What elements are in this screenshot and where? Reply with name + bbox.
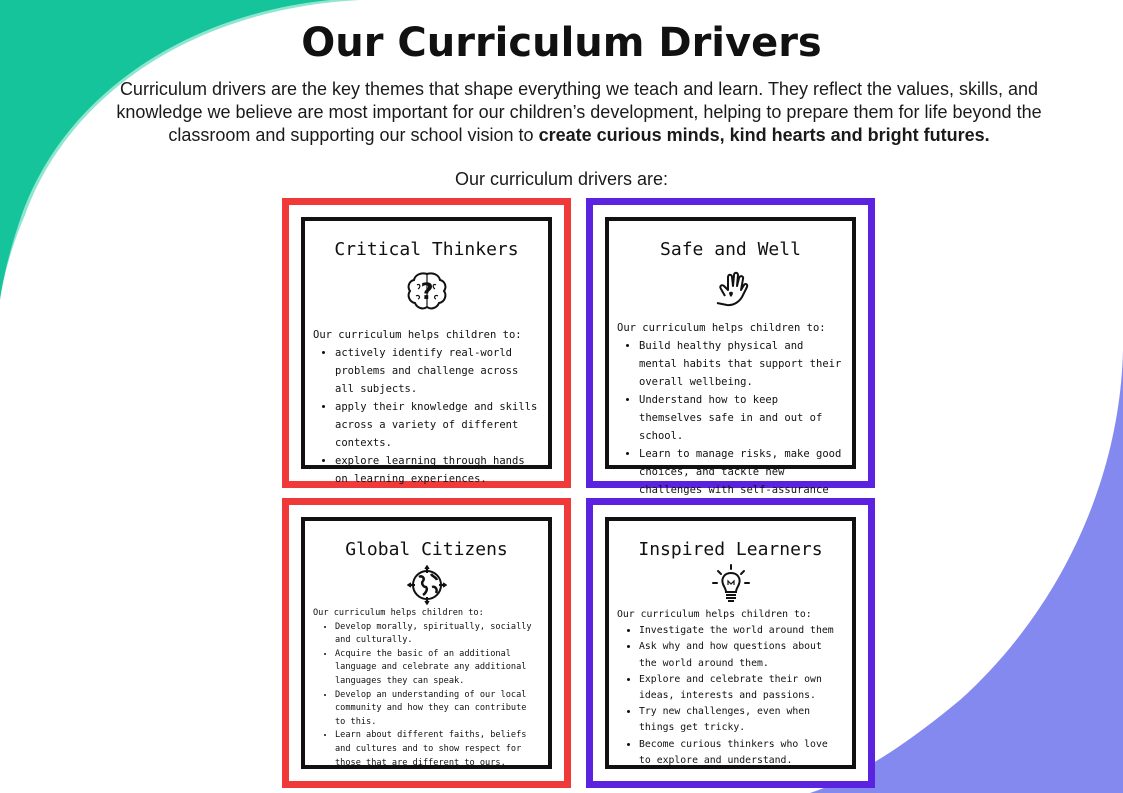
list-item: • actively identify real-world problems and challenge across all subjects. [335,344,540,398]
card-body [313,326,540,488]
card-title: Global Citizens [345,539,508,560]
card-inner-frame [301,217,552,485]
svg-text:?: ? [420,280,433,305]
list-item: • apply their knowledge and skills across a variety of different contexts. [335,398,540,452]
card-body [617,319,844,517]
card-title: Safe and Well [660,239,801,260]
card-intro: Our curriculum helps children to: [313,608,484,618]
list-item: • Ask why and how questions about the world around them. [639,639,844,671]
card-intro: Our curriculum helps children to: [617,322,826,334]
list-item: • explore learning through hands on learning experiences. [335,452,540,488]
card-list [617,337,844,517]
list-item: • Explore and celebrate their own ideas, interests and passions. [639,672,844,704]
list-item: • Become curious thinkers who love to explore and understand. [639,737,844,769]
card-inner-frame [301,517,552,769]
card-global-citizens [282,498,571,788]
list-item: • Try new challenges, even when things get tricky. [639,704,844,736]
lightbulb-icon [710,563,752,612]
card-critical-thinkers [282,198,571,488]
list-item: • Develop morally, spiritually, socially and culturally. [335,621,540,648]
card-intro: Our curriculum helps children to: [313,329,522,341]
card-inner-frame [605,217,856,496]
intro-text: Curriculum drivers are the key themes that shape everything we teach and learn. They reflect the values, skills, and knowledge we believe are most important for our children’s development, helping to prepare them for life beyond the classroom and supporting our school vision to [116,79,1042,145]
globe-icon [407,565,447,610]
card-list [313,621,540,771]
card-safe-and-well [586,198,875,496]
card-intro: Our curriculum helps children to: [617,609,812,620]
card-title: Critical Thinkers [334,239,519,260]
list-item: • Learn about different faiths, beliefs and cultures and to show respect for those that are different to ours. [335,729,540,770]
list-item: • Develop an understanding of our local community and how they can contribute to this. [335,689,540,730]
card-title: Inspired Learners [638,539,823,560]
card-list [617,623,844,769]
card-inspired-learners [586,498,875,788]
list-item: • Understand how to keep themselves safe in and out of school. [639,391,844,445]
page-title: Our Curriculum Drivers [301,20,822,66]
card-inner-frame [605,517,856,769]
brain-question-icon [405,269,449,318]
list-item: • Investigate the world around them [639,623,844,639]
hand-heart-icon [711,269,751,314]
list-item: • Learn to manage risks, make good choices, and tackle new challenges with self-assurance [639,445,844,517]
list-item: • Build healthy physical and mental habits that support their overall wellbeing. [639,337,844,391]
card-list [313,344,540,488]
card-body [313,607,540,770]
list-item: • Acquire the basic of an additional language and celebrate any additional languages they can speak. [335,648,540,689]
intro-paragraph [100,78,1058,147]
drivers-subheading: Our curriculum drivers are: [454,169,669,189]
intro-bold-text: create curious minds, kind hearts and bright futures. [538,125,990,145]
card-body [617,607,844,769]
